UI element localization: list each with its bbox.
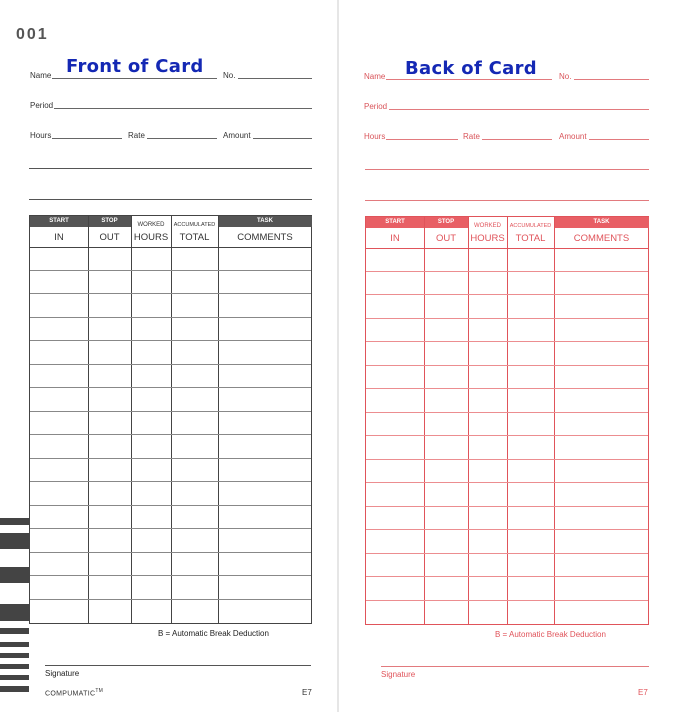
timing-mark bbox=[0, 518, 29, 525]
accumulated-header: ACCUMULATED bbox=[173, 222, 216, 228]
row-divider bbox=[30, 528, 311, 529]
row-divider bbox=[366, 365, 648, 366]
hours-label: Hours bbox=[30, 131, 52, 140]
stop-header: STOP bbox=[437, 219, 455, 225]
card-number: 001 bbox=[16, 26, 49, 43]
no-line bbox=[238, 78, 312, 79]
timing-mark bbox=[0, 533, 29, 549]
accumulated-header: ACCUMULATED bbox=[509, 223, 552, 229]
row-divider bbox=[30, 434, 311, 435]
row-divider bbox=[30, 458, 311, 459]
row-divider bbox=[30, 293, 311, 294]
start-header: START bbox=[49, 218, 69, 224]
blank-line bbox=[29, 168, 312, 169]
task-header: TASK bbox=[257, 218, 273, 224]
stop-header: STOP bbox=[101, 218, 118, 224]
card-code: E7 bbox=[302, 688, 312, 697]
row-divider bbox=[30, 599, 311, 600]
start-header: START bbox=[385, 219, 405, 225]
trademark: TM bbox=[95, 688, 104, 694]
rate-label: Rate bbox=[463, 132, 480, 141]
hours-label: Hours bbox=[364, 132, 386, 141]
col-divider bbox=[507, 217, 508, 624]
row-divider bbox=[366, 271, 648, 272]
col-divider bbox=[218, 216, 219, 623]
timing-mark bbox=[0, 686, 29, 692]
timing-mark bbox=[0, 675, 29, 680]
card-code: E7 bbox=[638, 688, 648, 697]
col-divider bbox=[554, 217, 555, 624]
no-label: No. bbox=[559, 72, 572, 81]
out-column: OUT bbox=[435, 233, 457, 244]
name-label: Name bbox=[364, 72, 386, 81]
time-grid bbox=[365, 216, 649, 625]
row-divider bbox=[366, 459, 648, 460]
row-divider bbox=[30, 387, 311, 388]
back-heading: Back of Card bbox=[405, 58, 537, 79]
row-divider bbox=[366, 341, 648, 342]
rate-label: Rate bbox=[128, 131, 145, 140]
amount-label: Amount bbox=[223, 131, 251, 140]
in-column: IN bbox=[54, 232, 64, 243]
amount-line bbox=[253, 138, 312, 139]
row-divider bbox=[366, 388, 648, 389]
amount-line bbox=[589, 139, 649, 140]
front-heading: Front of Card bbox=[66, 56, 204, 77]
row-divider bbox=[366, 435, 648, 436]
timing-mark bbox=[0, 628, 29, 634]
time-grid bbox=[29, 215, 312, 624]
col-divider bbox=[171, 216, 172, 623]
worked-header: WORKED bbox=[137, 222, 165, 228]
break-deduction-note: B = Automatic Break Deduction bbox=[495, 630, 606, 639]
row-divider bbox=[366, 529, 648, 530]
out-column: OUT bbox=[99, 232, 120, 243]
col-divider bbox=[424, 217, 425, 624]
col-divider bbox=[88, 216, 89, 623]
col-divider bbox=[468, 217, 469, 624]
period-line bbox=[389, 109, 649, 110]
timing-mark bbox=[0, 642, 29, 647]
hours-line bbox=[386, 139, 458, 140]
blank-line bbox=[365, 200, 649, 201]
row-divider bbox=[366, 318, 648, 319]
signature-line bbox=[381, 666, 649, 667]
header-divider bbox=[30, 247, 311, 248]
break-deduction-note: B = Automatic Break Deduction bbox=[158, 629, 269, 638]
row-divider bbox=[366, 553, 648, 554]
front-card bbox=[0, 0, 336, 712]
timing-mark bbox=[0, 567, 29, 583]
task-header: TASK bbox=[593, 219, 610, 225]
hours-column: HOURS bbox=[133, 232, 169, 243]
row-divider bbox=[366, 576, 648, 577]
blank-line bbox=[29, 199, 312, 200]
row-divider bbox=[30, 481, 311, 482]
row-divider bbox=[30, 411, 311, 412]
blank-line bbox=[365, 169, 649, 170]
name-line bbox=[386, 79, 552, 80]
rate-line bbox=[482, 139, 552, 140]
hours-column: HOURS bbox=[470, 233, 505, 244]
back-card bbox=[339, 0, 679, 712]
signature-line bbox=[45, 665, 311, 666]
period-label: Period bbox=[364, 102, 388, 111]
timing-mark bbox=[0, 664, 29, 669]
row-divider bbox=[30, 575, 311, 576]
worked-header: WORKED bbox=[474, 223, 501, 229]
row-divider bbox=[30, 364, 311, 365]
row-divider bbox=[366, 412, 648, 413]
total-column: TOTAL bbox=[515, 233, 546, 244]
row-divider bbox=[366, 506, 648, 507]
signature-label: Signature bbox=[381, 670, 416, 679]
period-line bbox=[54, 108, 312, 109]
total-column: TOTAL bbox=[179, 232, 210, 243]
brand-name: COMPUMATIC bbox=[45, 690, 96, 698]
row-divider bbox=[366, 482, 648, 483]
row-divider bbox=[366, 600, 648, 601]
hours-line bbox=[52, 138, 122, 139]
in-column: IN bbox=[390, 233, 400, 244]
comments-column: COMMENTS bbox=[237, 232, 293, 243]
name-line bbox=[52, 78, 217, 79]
row-divider bbox=[30, 270, 311, 271]
signature-label: Signature bbox=[45, 669, 80, 678]
timing-mark bbox=[0, 604, 29, 621]
name-label: Name bbox=[30, 71, 52, 80]
timing-mark bbox=[0, 653, 29, 658]
brand-logo bbox=[45, 688, 103, 697]
row-divider bbox=[30, 505, 311, 506]
no-label: No. bbox=[223, 71, 236, 80]
row-divider bbox=[30, 340, 311, 341]
row-divider bbox=[366, 294, 648, 295]
header-divider bbox=[366, 248, 648, 249]
rate-line bbox=[147, 138, 217, 139]
amount-label: Amount bbox=[559, 132, 587, 141]
period-label: Period bbox=[30, 101, 54, 110]
col-divider bbox=[131, 216, 132, 623]
row-divider bbox=[30, 552, 311, 553]
no-line bbox=[574, 79, 649, 80]
comments-column: COMMENTS bbox=[573, 233, 630, 244]
row-divider bbox=[30, 317, 311, 318]
